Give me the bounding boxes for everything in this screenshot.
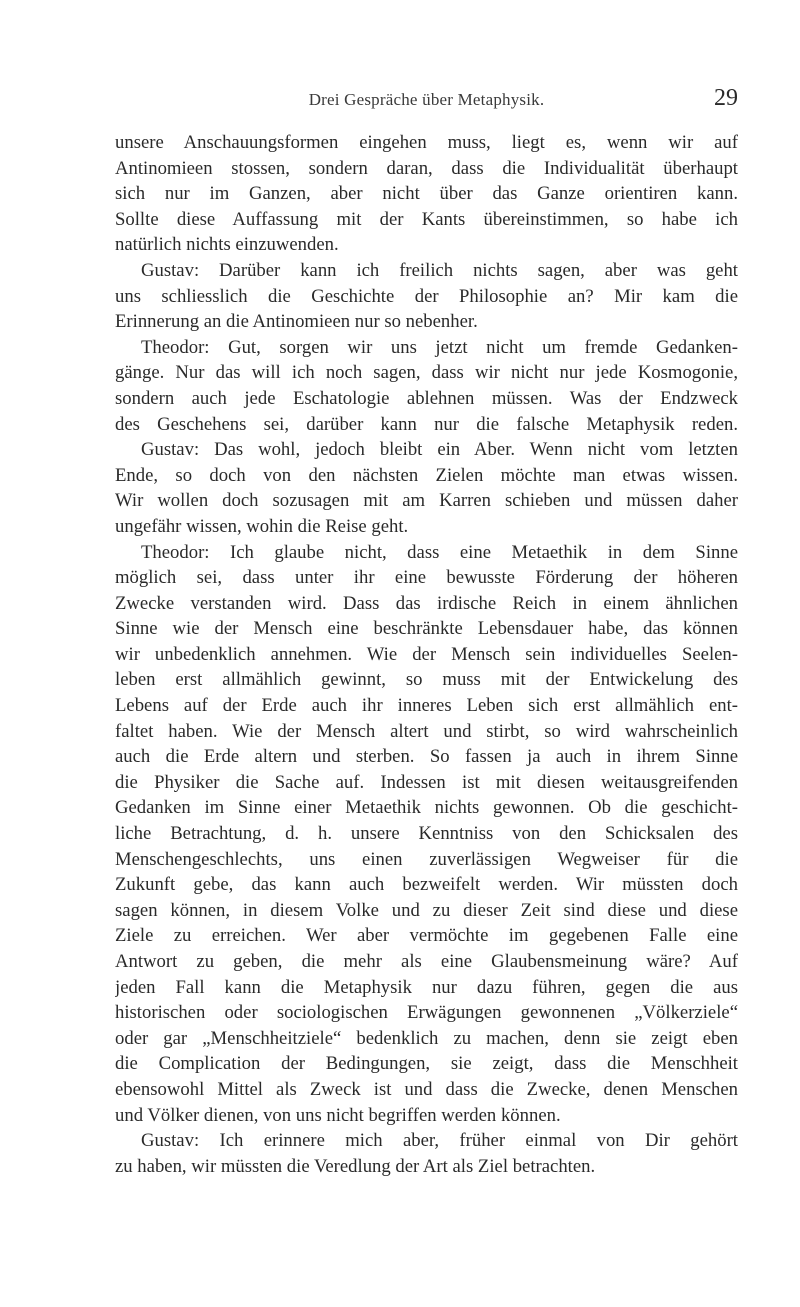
text-line: liche Betrachtung, d. h. unsere Kenntniss von den Schicksalen des xyxy=(115,823,738,845)
text-line: faltet haben. Wie der Mensch altert und stirbt, so wird wahrscheinlich xyxy=(115,720,738,742)
text-line: jeden Fall kann die Metaphysik nur dazu führen, gegen die aus xyxy=(115,976,738,998)
text-line: uns schliesslich die Geschichte der Philosophie an? Mir kam die xyxy=(115,285,738,307)
text-line: unsere Anschauungsformen eingehen muss, liegt es, wenn wir auf xyxy=(115,132,738,153)
text-line: Ende, so doch von den nächsten Zielen möchte man etwas wissen. xyxy=(115,464,738,486)
text-line: Gustav: Darüber kann ich freilich nichts sagen, aber was geht xyxy=(141,259,738,281)
text-line: Wir wollen doch sozusagen mit am Karren schieben und müssen daher xyxy=(115,490,738,512)
text-line: gänge. Nur das will ich noch sagen, dass wir nicht nur jede Kosmogonie, xyxy=(115,362,738,384)
text-line: und Völker dienen, von uns nicht begriffen werden können. xyxy=(115,1104,561,1126)
text-line: ebensowohl Mittel als Zweck ist und dass die Zwecke, denen Menschen xyxy=(115,1078,738,1100)
text-line: oder gar „Menschheitziele“ bedenklich zu machen, denn sie zeigt eben xyxy=(115,1027,738,1049)
text-line: möglich sei, dass unter ihr eine bewusste Förderung der höheren xyxy=(115,567,738,589)
text-line: zu haben, wir müssten die Veredlung der Art als Ziel betrachten. xyxy=(115,1155,596,1177)
page-header xyxy=(115,85,738,118)
text-line: die Complication der Bedingungen, sie zeigt, dass die Menschheit xyxy=(115,1053,738,1075)
text-line: Theodor: Gut, sorgen wir uns jetzt nicht um fremde Gedanken- xyxy=(141,336,738,358)
text-line: die Physiker die Sache auf. Indessen ist mit diesen weitausgreifenden xyxy=(115,771,738,793)
text-line: Lebens auf der Erde auch ihr inneres Leben sich erst allmählich ent- xyxy=(115,695,738,717)
body-text xyxy=(115,130,738,1179)
text-line: wir unbedenklich annehmen. Wie der Mensch sein individuelles Seelen- xyxy=(115,643,738,665)
text-line: Theodor: Ich glaube nicht, dass eine Metaethik in dem Sinne xyxy=(141,541,738,563)
text-line: Sinne wie der Mensch eine beschränkte Lebensdauer habe, das können xyxy=(115,618,738,640)
running-head: Drei Gespräche über Metaphysik. xyxy=(308,90,545,109)
text-line: Sollte diese Auffassung mit der Kants übereinstimmen, so habe ich xyxy=(115,208,738,230)
text-line: Antinomieen stossen, sondern daran, dass die Individualität überhaupt xyxy=(115,157,738,179)
text-line: sondern auch jede Eschatologie ablehnen müssen. Was der Endzweck xyxy=(115,387,738,409)
text-line: sich nur im Ganzen, aber nicht über das Ganze orientiren kann. xyxy=(115,183,738,205)
text-line: Gustav: Das wohl, jedoch bleibt ein Aber. Wenn nicht vom letzten xyxy=(141,439,738,461)
text-line: Gustav: Ich erinnere mich aber, früher einmal von Dir gehört xyxy=(141,1130,738,1152)
page-number: 29 xyxy=(714,85,738,111)
text-line: Ziele zu erreichen. Wer aber vermöchte im gegebenen Falle eine xyxy=(115,925,738,947)
text-line: auch die Erde altern und sterben. So fassen ja auch in ihrem Sinne xyxy=(115,746,738,768)
text-line: Gedanken im Sinne einer Metaethik nichts gewonnen. Ob die geschicht- xyxy=(115,797,738,819)
text-line: Antwort zu geben, die mehr als eine Glaubensmeinung wäre? Auf xyxy=(115,951,738,972)
text-line: des Geschehens sei, darüber kann nur die falsche Metaphysik reden. xyxy=(115,413,738,435)
text-line: Zwecke verstanden wird. Dass das irdische Reich in einem ähnlichen xyxy=(115,592,738,614)
text-line: historischen oder sociologischen Erwägungen gewonnenen „Völkerziele“ xyxy=(115,1002,738,1024)
text-line: Zukunft gebe, das kann auch bezweifelt werden. Wir müssten doch xyxy=(115,874,738,896)
text-line: sagen können, in diesem Volke und zu dieser Zeit sind diese und diese xyxy=(115,899,738,921)
text-line: leben erst allmählich gewinnt, so muss mit der Entwickelung des xyxy=(115,669,738,691)
text-line: Erinnerung an die Antinomieen nur so nebenher. xyxy=(115,311,478,333)
text-line: ungefähr wissen, wohin die Reise geht. xyxy=(115,515,409,537)
text-line: natürlich nichts einzuwenden. xyxy=(115,234,339,256)
text-line: Menschengeschlechts, uns einen zuverlässigen Wegweiser für die xyxy=(115,848,738,870)
